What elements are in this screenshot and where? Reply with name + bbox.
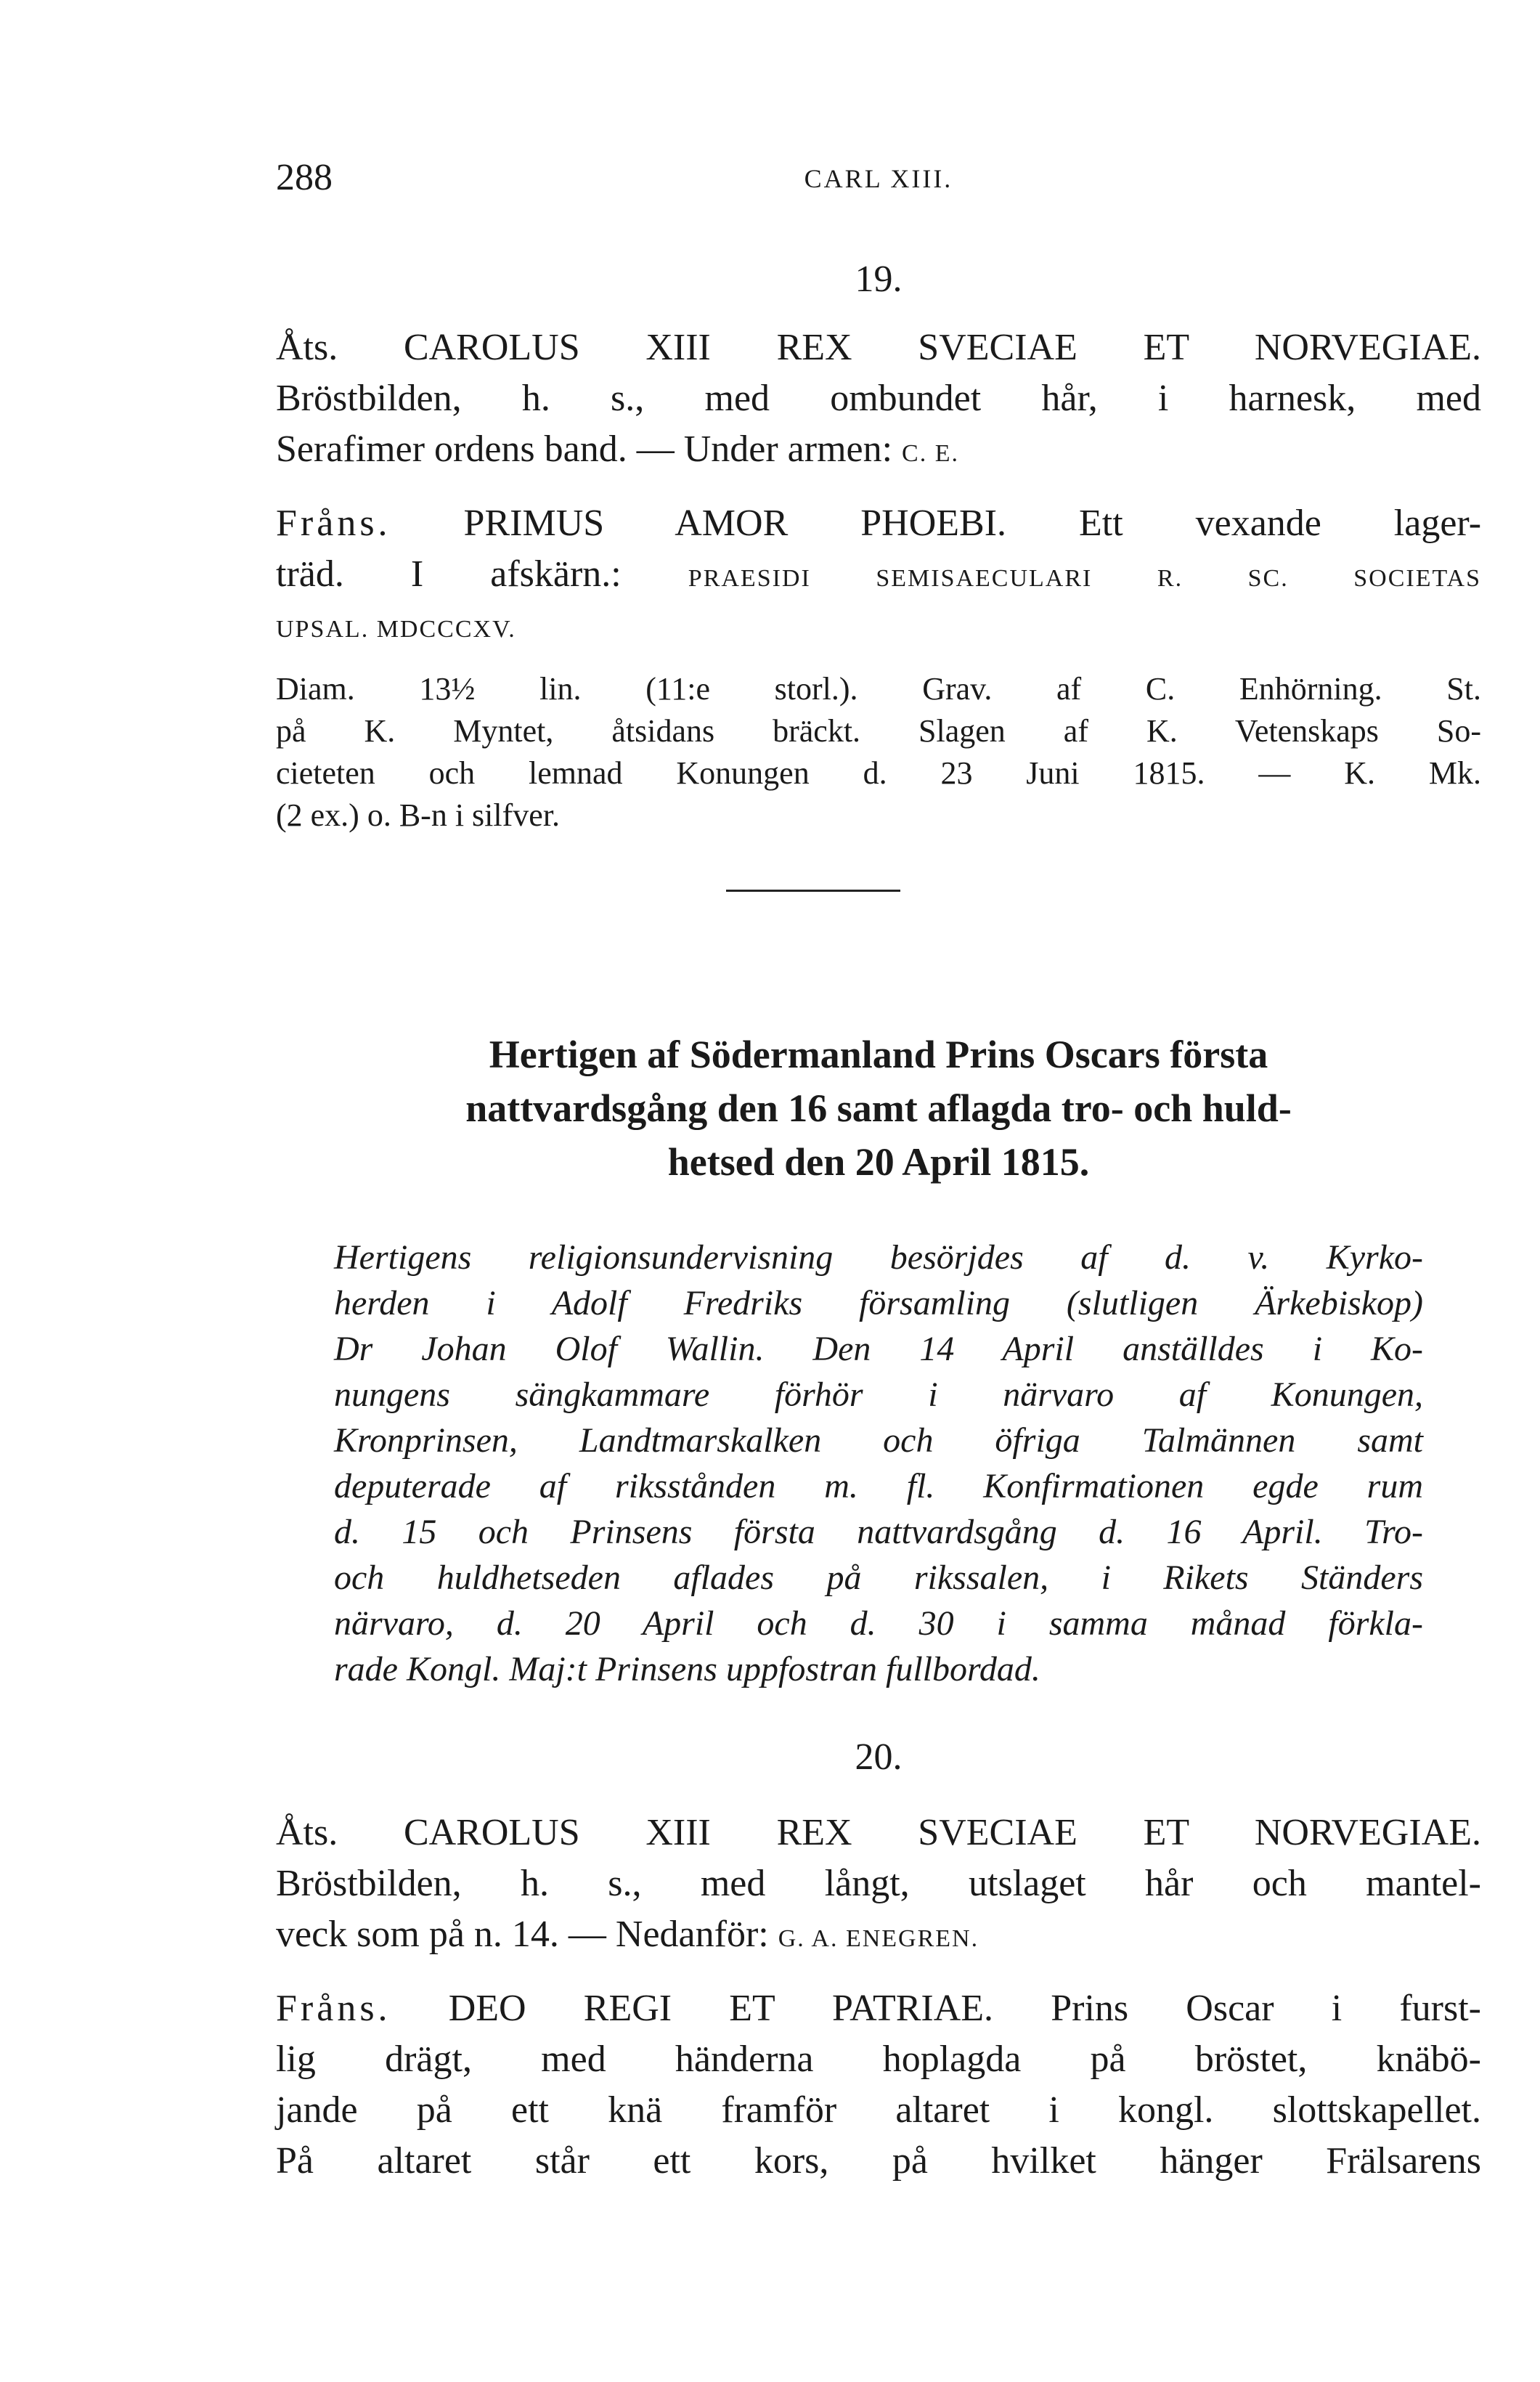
section-divider xyxy=(726,890,900,892)
note-line: på K. Myntet, åtsidans bräckt. Slagen af K. Vetenskaps So- xyxy=(276,713,1481,749)
obverse-description-end xyxy=(276,424,1481,479)
obverse-text: veck som på n. 14. — Nedanför: xyxy=(276,1914,769,1955)
reverse-line: På altaret står ett kors, på hvilket hänger Frälsarens xyxy=(276,2140,1481,2182)
reverse-line: jande på ett knä framför altaret i kongl. slottskapellet. xyxy=(276,2089,1481,2131)
intro-line: d. 15 och Prinsens första nattvardsgång d. 16 April. Tro- xyxy=(334,1513,1423,1551)
obverse-text: Serafimer ordens band. — Under armen: xyxy=(276,428,893,470)
entry-20 xyxy=(276,1736,1481,2187)
engraver-signature: C. E. xyxy=(902,440,959,467)
page-number: 288 xyxy=(276,157,333,198)
exergue-legend: PRAESIDI SEMISAECULARI R. SC. SOCIETAS xyxy=(688,565,1481,592)
obverse-description-end xyxy=(276,1909,1481,1964)
reverse-label: Fråns. xyxy=(276,1988,391,2029)
reverse-line-1 xyxy=(276,498,1481,549)
note-line: (2 ex.) o. B-n i silfver. xyxy=(276,797,561,833)
note-line: Diam. 13½ lin. (11:e storl.). Grav. af C. Enhörning. St. xyxy=(276,671,1481,707)
section-intro xyxy=(334,1235,1423,1692)
reverse-text: PRIMUS AMOR PHOEBI. Ett vexande lager- xyxy=(463,503,1482,544)
intro-line: rade Kongl. Maj:t Prinsens uppfostran fullbordad. xyxy=(334,1650,1040,1688)
note-line: cieteten och lemnad Konungen d. 23 Juni 1815. — K. Mk. xyxy=(276,755,1481,791)
intro-line: Kronprinsen, Landtmarskalken och öfriga Talmännen samt xyxy=(334,1421,1423,1460)
intro-line: och huldhetseden aflades på rikssalen, i Rikets Ständers xyxy=(334,1558,1423,1597)
reverse-text-2: träd. I afskärn.: xyxy=(276,553,622,595)
heading-line: Hertigen af Södermanland Prins Oscars första xyxy=(489,1033,1268,1076)
section-heading xyxy=(276,1028,1481,1189)
intro-line: Dr Johan Olof Wallin. Den 14 April anställdes i Ko- xyxy=(334,1330,1423,1368)
running-head: CARL XIII. xyxy=(804,164,953,193)
reverse-label: Fråns. xyxy=(276,503,391,544)
intro-line: deputerade af riksstånden m. fl. Konfirmationen egde rum xyxy=(334,1467,1423,1505)
reverse-line-1 xyxy=(276,1983,1481,2034)
reverse-line-2 xyxy=(276,549,1481,604)
reverse-text: DEO REGI ET PATRIAE. Prins Oscar i furst- xyxy=(448,1988,1481,2029)
page-header xyxy=(276,156,1481,200)
intro-line: Hertigens religionsundervisning besörjdes af d. v. Kyrko- xyxy=(334,1238,1423,1277)
entry-notes xyxy=(276,668,1481,837)
heading-line: hetsed den 20 April 1815. xyxy=(667,1140,1090,1184)
entry-19 xyxy=(276,258,1481,837)
obverse-description: Bröstbilden, h. s., med ombundet hår, i harnesk, med xyxy=(276,378,1481,419)
intro-line: herden i Adolf Fredriks församling (slutligen Ärkebiskop) xyxy=(334,1284,1423,1322)
intro-line: nungens sängkammare förhör i närvaro af Konungen, xyxy=(334,1375,1423,1414)
heading-line: nattvardsgång den 16 samt aflagda tro- och huld- xyxy=(465,1086,1292,1130)
entry-number: 19. xyxy=(855,259,903,300)
obverse-description: Bröstbilden, h. s., med långt, utslaget hår och mantel- xyxy=(276,1863,1481,1904)
exergue-legend-end: UPSAL. MDCCCXV. xyxy=(276,616,516,643)
engraver-signature: G. A. ENEGREN. xyxy=(778,1925,979,1952)
obverse-legend: Åts. CAROLUS XIII REX SVECIAE ET NORVEGIAE. xyxy=(276,327,1481,368)
entry-number: 20. xyxy=(855,1736,903,1778)
intro-line: närvaro, d. 20 April och d. 30 i samma månad förkla- xyxy=(334,1604,1423,1643)
obverse-legend: Åts. CAROLUS XIII REX SVECIAE ET NORVEGIAE. xyxy=(276,1812,1481,1853)
reverse-line: lig drägt, med händerna hoplagda på bröstet, knäbö- xyxy=(276,2038,1481,2080)
